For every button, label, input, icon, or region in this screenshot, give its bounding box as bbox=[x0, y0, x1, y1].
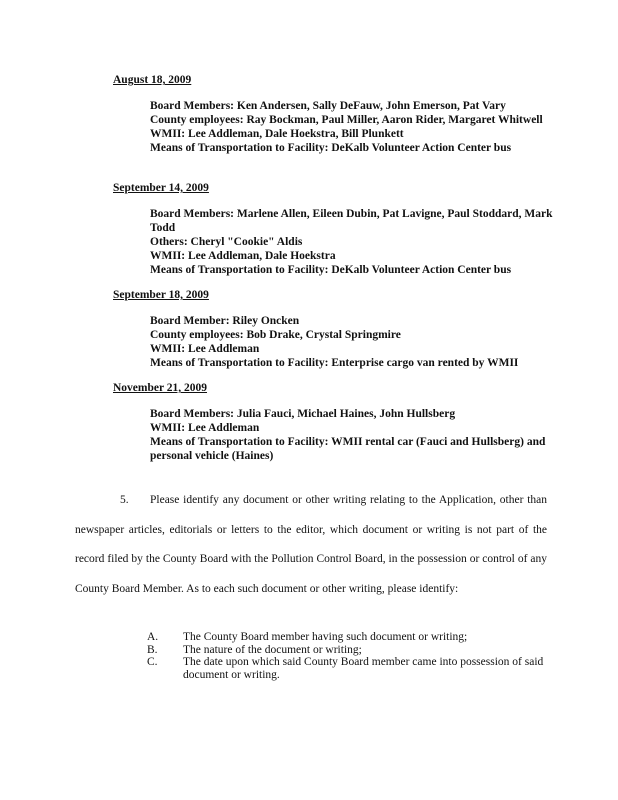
sub-item-letter: B. bbox=[147, 643, 158, 656]
sub-item bbox=[147, 631, 551, 644]
visit-date: September 14, 2009 bbox=[113, 182, 209, 194]
visit-line: Means of Transportation to Facility: DeKalb Volunteer Action Center bus bbox=[150, 142, 512, 154]
visit-date: November 21, 2009 bbox=[113, 382, 208, 394]
sub-item-letter: A. bbox=[147, 631, 159, 643]
sub-item-text: The date upon which said County Board member came into possession of said document or writing. bbox=[183, 656, 544, 681]
visit-details bbox=[150, 407, 555, 463]
visit-line: Means of Transportation to Facility: DeKalb Volunteer Action Center bus bbox=[150, 264, 512, 276]
visit-line: Board Member: Riley Oncken bbox=[150, 315, 300, 327]
visit-details bbox=[150, 207, 555, 277]
item-5-sublist bbox=[147, 631, 551, 681]
visit-line: WMII: Lee Addleman bbox=[150, 343, 260, 355]
visit-line: County employees: Ray Bockman, Paul Miller, Aaron Rider, Margaret Whitwell bbox=[150, 114, 543, 126]
visit-line: County employees: Bob Drake, Crystal Springmire bbox=[150, 329, 401, 341]
visit-line: WMII: Lee Addleman bbox=[150, 422, 260, 434]
sub-item-text: The nature of the document or writing; bbox=[183, 643, 362, 656]
visit-line: Board Members: Marlene Allen, Eileen Dubin, Pat Lavigne, Paul Stoddard, Mark Todd bbox=[150, 208, 553, 234]
sub-item-letter: C. bbox=[147, 656, 158, 668]
visit-details bbox=[150, 314, 555, 370]
visit-date: September 18, 2009 bbox=[113, 289, 209, 301]
sub-item bbox=[147, 656, 551, 681]
visit-line: Means of Transportation to Facility: WMII rental car (Fauci and Hullsberg) and personal vehicle (Haines) bbox=[150, 436, 546, 462]
visit-line: WMII: Lee Addleman, Dale Hoekstra bbox=[150, 250, 336, 262]
sub-item-text: The County Board member having such document or writing; bbox=[183, 631, 468, 643]
visit-line: Others: Cheryl "Cookie" Aldis bbox=[150, 236, 303, 248]
item-number: 5. bbox=[120, 494, 129, 506]
visit-line: Means of Transportation to Facility: Enterprise cargo van rented by WMII bbox=[150, 357, 519, 369]
visit-details bbox=[150, 99, 555, 155]
visit-line: WMII: Lee Addleman, Dale Hoekstra, Bill Plunkett bbox=[150, 128, 404, 140]
visit-line: Board Members: Julia Fauci, Michael Haines, John Hullsberg bbox=[150, 408, 456, 420]
visit-line: Board Members: Ken Andersen, Sally DeFauw, John Emerson, Pat Vary bbox=[150, 100, 506, 112]
sub-item bbox=[147, 644, 551, 657]
interrogatory-5 bbox=[75, 486, 547, 604]
visit-date: August 18, 2009 bbox=[113, 74, 192, 86]
item-text: Please identify any document or other writing relating to the Application, other than newspaper articles, editorials or letters to the editor, which document or writing is not part of the record filed by the County Board with the Pollution Control Board, in the possession or control of any County Board Member. As to each such document or other writing, please identify: bbox=[75, 494, 547, 595]
